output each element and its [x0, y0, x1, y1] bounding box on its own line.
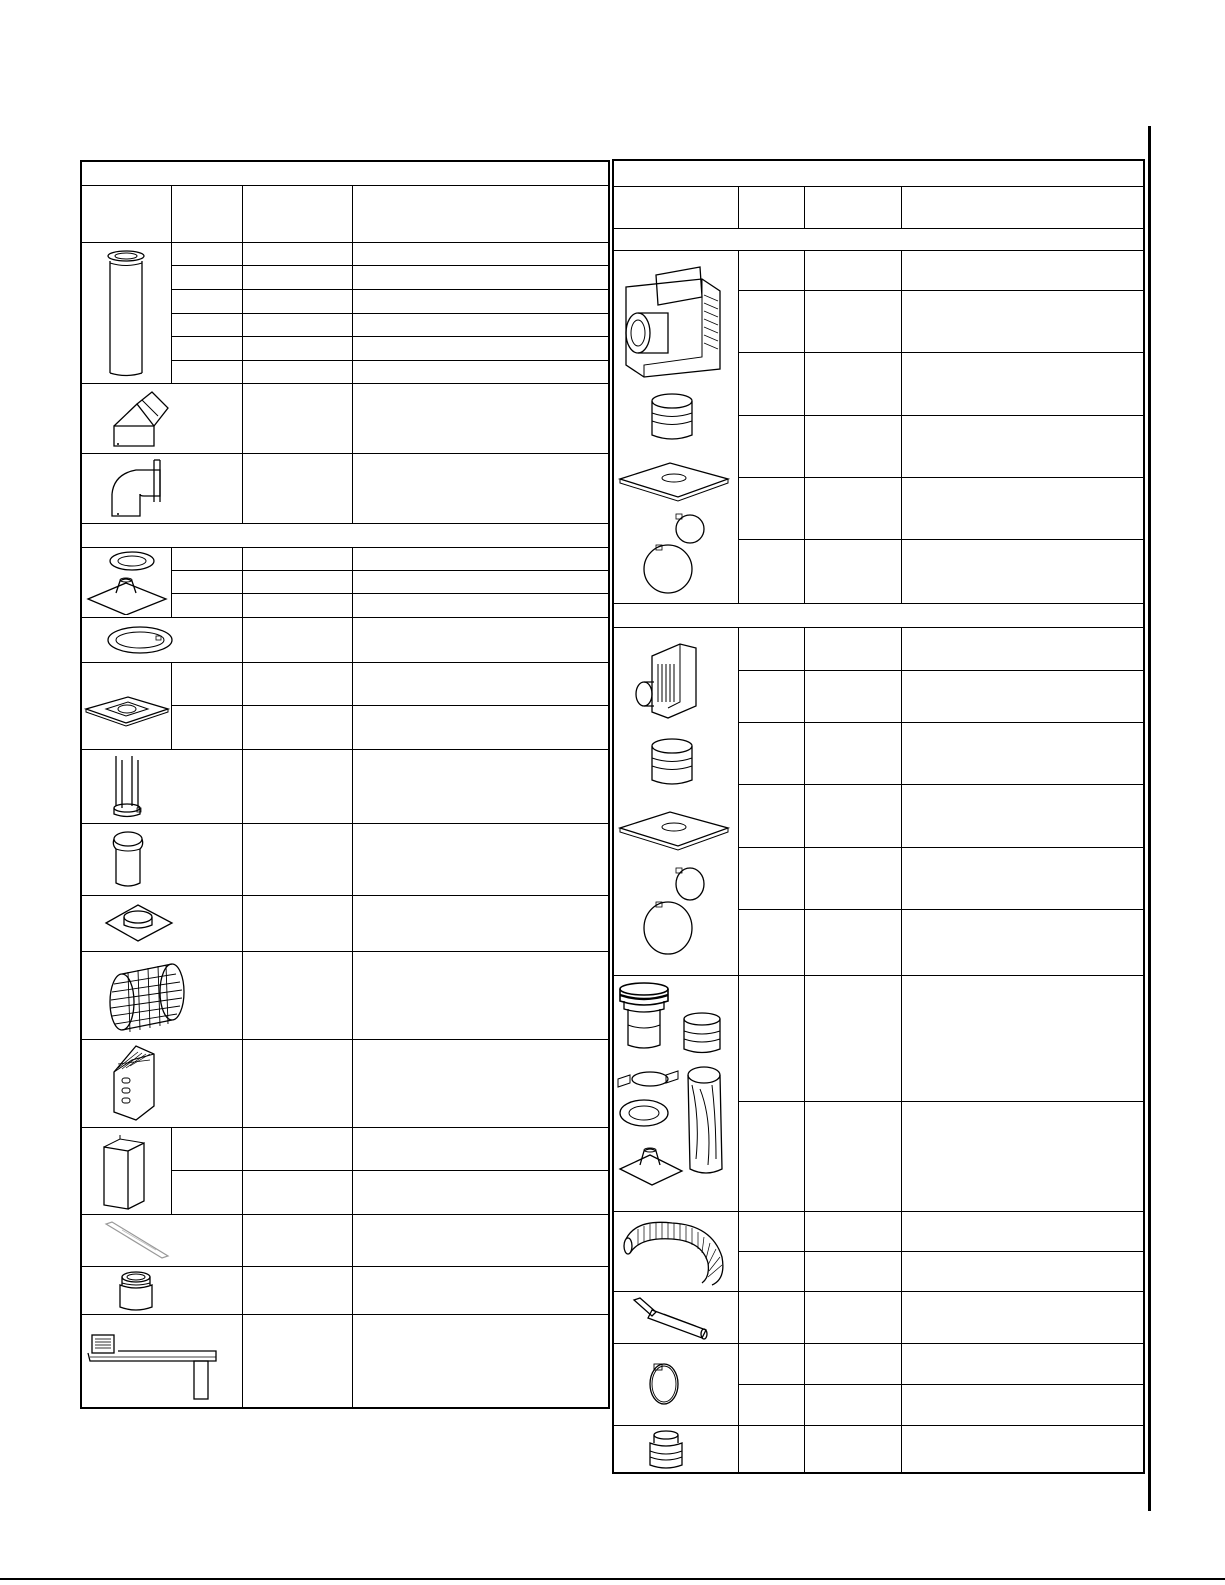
wall-thimble-icon [92, 827, 232, 891]
ceiling-plate-icon [92, 899, 232, 947]
right-header-size [738, 186, 804, 228]
elbow-45-figure [81, 383, 242, 453]
vertical-termination-kit-figure [613, 627, 738, 975]
straight-pipe-icon [96, 247, 156, 379]
termination-cap-icon [92, 1042, 232, 1124]
firestop-plate-icon [82, 681, 170, 731]
horizontal-termination-kit-figure [613, 250, 738, 603]
right-parts-table [612, 159, 1145, 1474]
vertical-termination-kit-icon [616, 636, 736, 966]
bottom-rule [0, 1578, 1225, 1580]
insulated-sleeve-figure [81, 951, 242, 1039]
left-header-description [352, 185, 609, 242]
adapter-collar-icon [92, 1269, 232, 1311]
pipe-strap-icon [92, 1218, 232, 1262]
termination-cap-figure [81, 1039, 242, 1127]
sealant-tube-icon [616, 1294, 736, 1340]
support-strap-figure [81, 749, 242, 823]
liner-adapter-figure [613, 1425, 738, 1473]
band-clamp-figure [613, 1343, 738, 1425]
flexible-liner-icon [616, 1213, 736, 1289]
left-header-length [171, 185, 242, 242]
trim-collar-figure [81, 617, 242, 662]
right-margin-rule [1148, 126, 1151, 1511]
insulated-sleeve-icon [92, 954, 232, 1036]
pipe-strap-figure [81, 1214, 242, 1266]
left-header-illustration [81, 185, 171, 242]
band-clamp-icon [616, 1346, 736, 1422]
horizontal-vent-kit-icon [82, 1317, 242, 1405]
flexible-liner-figure [613, 1211, 738, 1291]
chimney-liner-kit-figure [613, 975, 738, 1211]
elbow-90-icon [92, 456, 232, 520]
horizontal-termination-kit-icon [616, 257, 736, 597]
adapter-collar-figure [81, 1266, 242, 1314]
firestop-plate-figure [81, 662, 171, 749]
support-strap-icon [92, 752, 232, 820]
storm-collar-and-flashing-icon [82, 549, 170, 615]
elbow-45-icon [92, 386, 232, 450]
storm-collar-and-flashing-figure [81, 547, 171, 617]
ceiling-plate-figure [81, 895, 242, 951]
chimney-liner-kit-icon [616, 979, 736, 1207]
trim-collar-icon [92, 622, 232, 658]
left-parts-table [80, 160, 610, 1409]
sealant-tube-figure [613, 1291, 738, 1343]
wall-thimble-figure [81, 823, 242, 895]
wall-shield-icon [82, 1131, 170, 1211]
elbow-90-figure [81, 453, 242, 523]
horizontal-vent-kit-figure [81, 1314, 242, 1408]
wall-shield-figure [81, 1127, 171, 1214]
right-header-illustration [613, 186, 738, 228]
left-header-part-number [242, 185, 352, 242]
right-header-part-number [804, 186, 901, 228]
right-header-description [901, 186, 1144, 228]
liner-adapter-icon [616, 1427, 736, 1471]
straight-pipe-figure [81, 242, 171, 383]
left-table-title [81, 161, 609, 185]
right-table-title [613, 160, 1144, 186]
